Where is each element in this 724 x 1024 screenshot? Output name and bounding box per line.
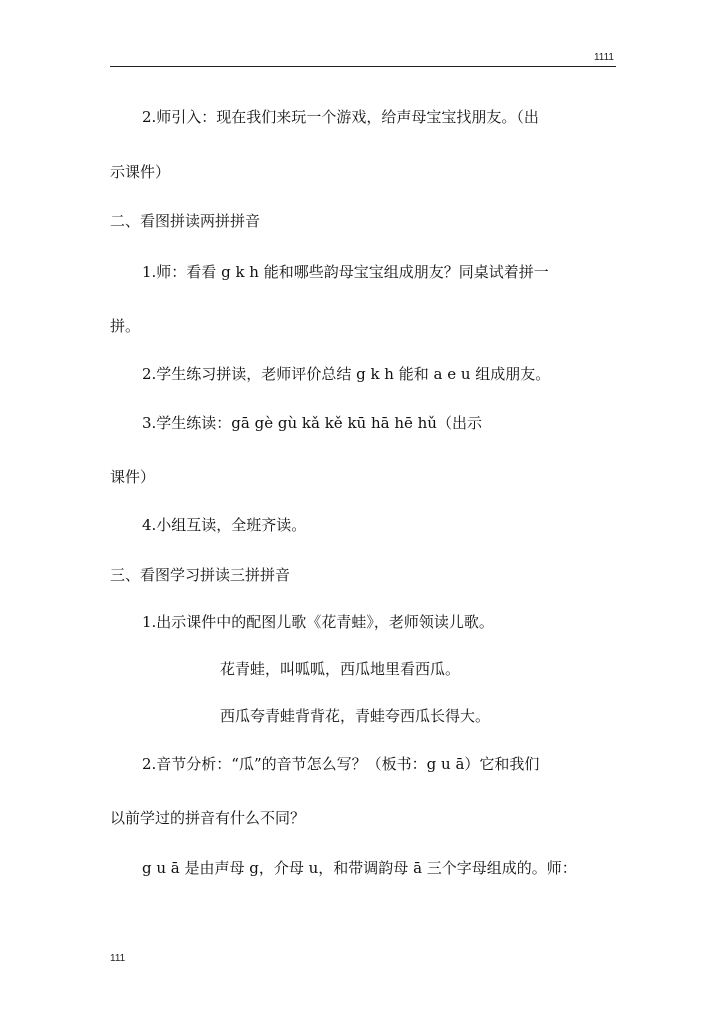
paragraph-line: g u ā 是由声母 g，介母 u，和带调韵母 ā 三个字母组成的。师： bbox=[142, 859, 577, 877]
paragraph-line: 1.师：看看 g k h 能和哪些韵母宝宝组成朋友？同桌试着拼一 bbox=[142, 263, 549, 281]
paragraph-line: 以前学过的拼音有什么不同？ bbox=[110, 809, 306, 827]
section-heading: 二、看图拼读两拼拼音 bbox=[110, 212, 261, 230]
paragraph-line: 1.出示课件中的配图儿歌《花青蛙》，老师领读儿歌。 bbox=[142, 613, 494, 631]
paragraph-line: 4.小组互读，全班齐读。 bbox=[142, 516, 307, 534]
paragraph-line: 2.师引入：现在我们来玩一个游戏，给声母宝宝找朋友。（出 bbox=[142, 108, 539, 126]
poem-line: 花青蛙，叫呱呱，西瓜地里看西瓜。 bbox=[220, 660, 461, 678]
footer-page-number: 111 bbox=[110, 953, 126, 964]
paragraph-line: 3.学生练读：gā gè gù kǎ kě kū hā hē hǔ（出示 bbox=[142, 414, 482, 432]
header-page-number: 1111 bbox=[593, 52, 614, 63]
section-heading: 三、看图学习拼读三拼拼音 bbox=[110, 566, 291, 584]
paragraph-line: 示课件） bbox=[110, 163, 171, 181]
poem-line: 西瓜夸青蛙背背花，青蛙夸西瓜长得大。 bbox=[220, 707, 491, 725]
paragraph-line: 2.音节分析：“瓜”的音节怎么写？（板书：g u ā）它和我们 bbox=[142, 755, 540, 773]
paragraph-line: 拼。 bbox=[110, 317, 141, 335]
paragraph-line: 课件） bbox=[110, 468, 156, 486]
paragraph-line: 2.学生练习拼读，老师评价总结 g k h 能和 a e u 组成朋友。 bbox=[142, 365, 551, 383]
header-rule bbox=[110, 66, 616, 67]
